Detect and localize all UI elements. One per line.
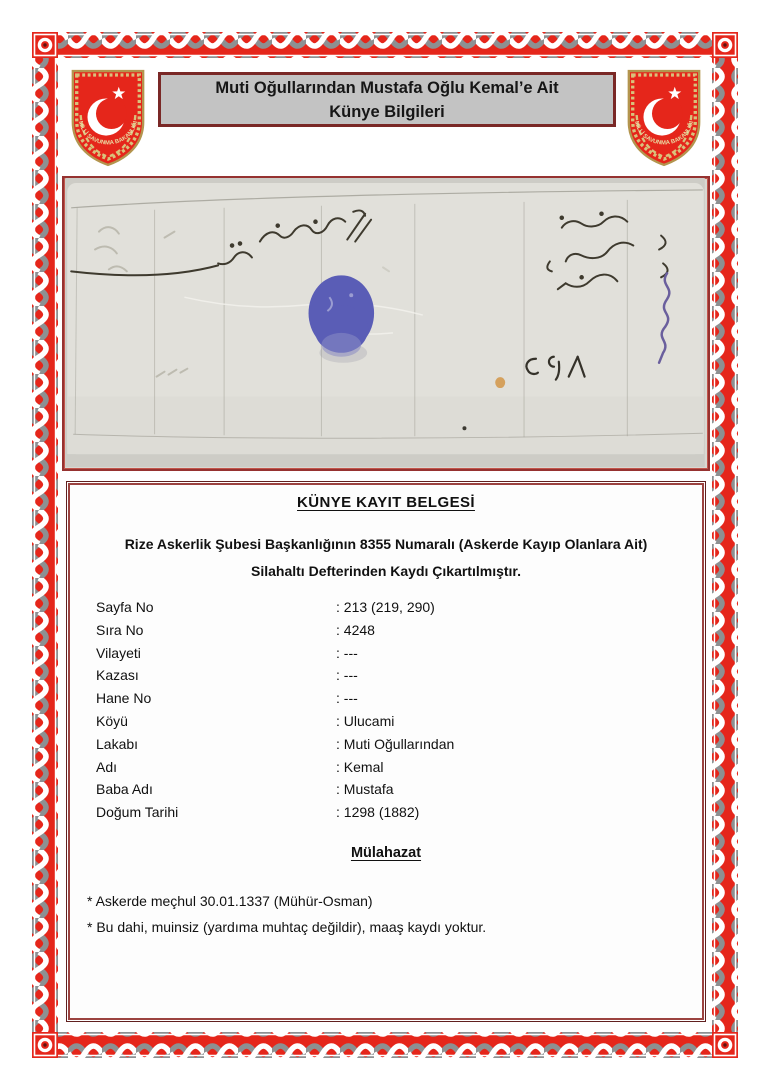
field-label: Sıra No — [96, 621, 144, 638]
field-row-adi — [96, 759, 676, 782]
field-value: : 4248 — [336, 621, 375, 638]
field-row-baba-adi — [96, 781, 676, 804]
field-label: Sayfa No — [96, 599, 154, 615]
field-value: : Muti Oğullarından — [336, 735, 455, 752]
field-label: Köyü — [96, 712, 128, 729]
field-row-dogum-tarihi — [96, 804, 676, 827]
field-value: : Kemal — [336, 758, 384, 775]
notes-list — [87, 889, 687, 940]
record-subtitle — [67, 531, 705, 584]
field-row-koyu — [96, 713, 676, 736]
field-value: : Mustafa — [336, 781, 394, 798]
field-label: Baba Adı — [96, 781, 153, 798]
field-value: : --- — [336, 690, 358, 707]
field-label: Doğum Tarihi — [96, 804, 179, 821]
record-subtitle-line-1: Rize Askerlik Şubesi Başkanlığının 8355 Numaralı (Askerde Kayıp Olanlara Ait) — [124, 536, 648, 552]
field-label: Hane No — [96, 690, 152, 707]
notes-title: Mülahazat — [350, 845, 422, 861]
scanned-register-image — [62, 176, 710, 471]
field-row-lakabi — [96, 736, 676, 759]
ministry-of-defense-emblem-icon — [621, 68, 707, 168]
note-line: * Askerde meçhul 30.01.1337 (Mühür-Osman) — [87, 893, 373, 909]
small-dot — [462, 426, 466, 430]
field-row-hane-no — [96, 690, 676, 713]
document-title-banner — [158, 72, 616, 127]
scan-artwork — [64, 178, 706, 467]
field-label: Adı — [96, 758, 118, 775]
field-row-kazasi — [96, 667, 676, 690]
field-label: Vilayeti — [96, 644, 141, 661]
field-label: Kazası — [96, 667, 139, 684]
field-row-vilayeti — [96, 645, 676, 668]
field-value: : 213 (219, 290) — [336, 599, 435, 615]
field-value: : --- — [336, 667, 358, 684]
field-value: : --- — [336, 644, 358, 661]
record-subtitle-line-2: Silahaltı Defterinden Kaydı Çıkartılmıştır. — [251, 562, 521, 579]
ministry-of-defense-emblem-icon — [65, 68, 151, 168]
title-line-2: Künye Bilgileri — [329, 102, 445, 121]
field-value: : 1298 (1882) — [336, 804, 420, 821]
record-box — [66, 481, 706, 1022]
field-label: Lakabı — [96, 735, 139, 752]
record-fields — [96, 599, 676, 827]
note-line: * Bu dahi, muinsiz (yardıma muhtaç değildir), maaş kaydı yoktur. — [87, 918, 487, 935]
field-row-sayfa-no — [96, 599, 676, 622]
field-value: : Ulucami — [336, 712, 395, 729]
field-row-sira-no — [96, 622, 676, 645]
record-title: KÜNYE KAYIT BELGESİ — [297, 494, 475, 511]
ink-stain — [495, 377, 505, 388]
title-line-1: Muti Oğullarından Mustafa Oğlu Kemal’e Ait — [215, 78, 559, 97]
